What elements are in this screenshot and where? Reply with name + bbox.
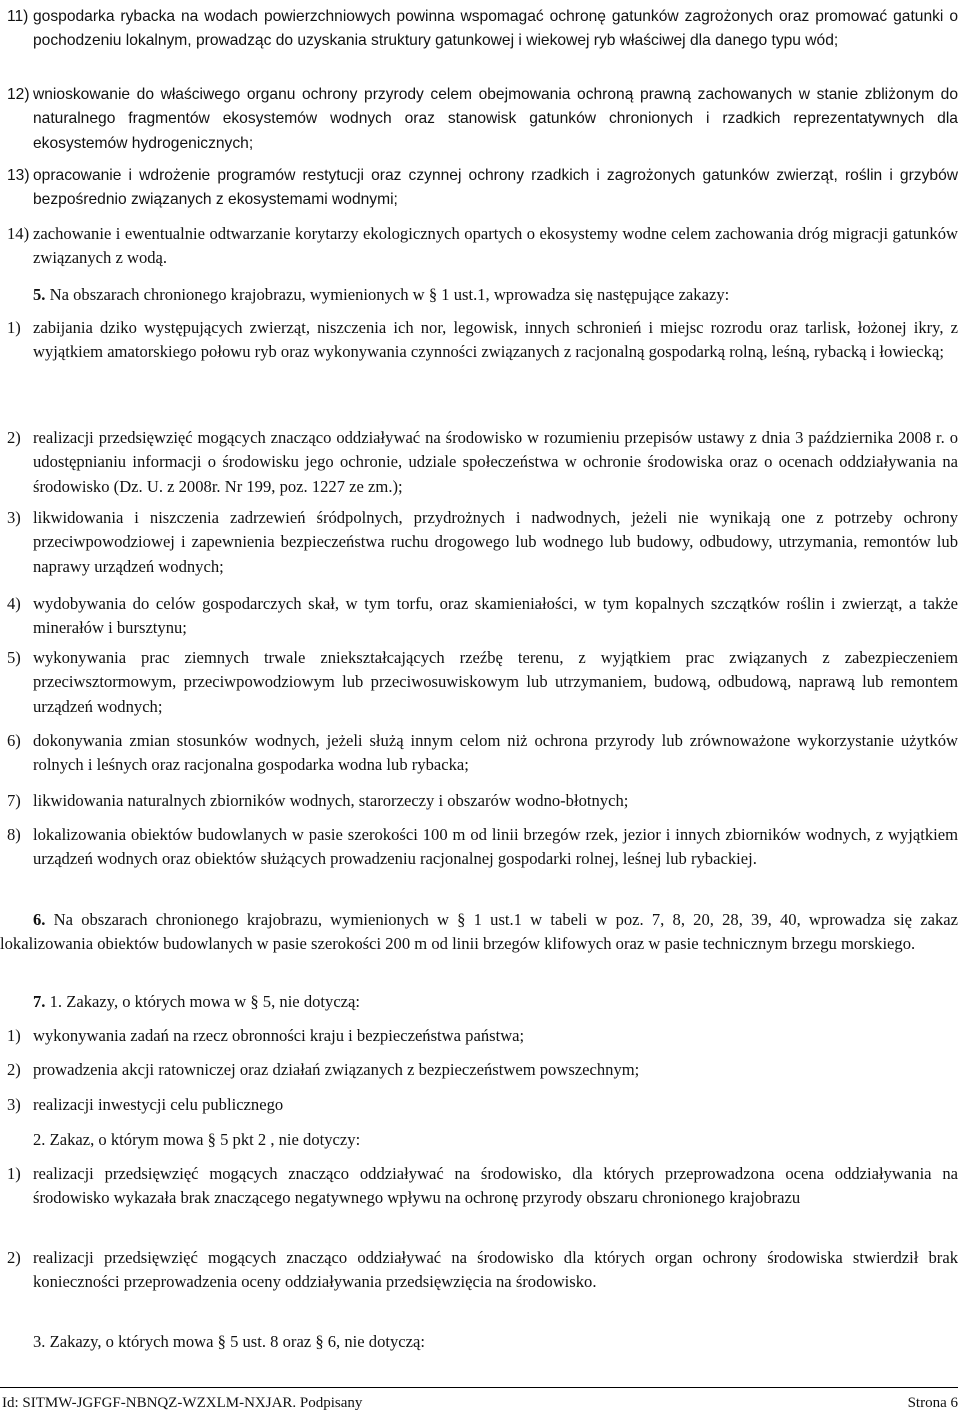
item-number: 1) bbox=[7, 318, 21, 337]
item-number: 4) bbox=[7, 594, 21, 613]
section-text: Na obszarach chronionego krajobrazu, wymienionych w § 1 ust.1, wprowadza się następujące zakazy: bbox=[45, 285, 730, 304]
item-number: 7) bbox=[7, 791, 21, 810]
item-text: realizacji przedsięwzięć mogących znacząco oddziaływać na środowisko dla których organ ochrony środowiska stwierdził brak konieczności przeprowadzenia oceny oddziaływania przedsięwzięcia na środowisko. bbox=[33, 1248, 958, 1292]
item-text: opracowanie i wdrożenie programów restytucji oraz czynnej ochrony rzadkich i zagrożonych gatunków zwierząt, roślin i grzybów bezpośrednio związanych z ekosystemami wodnymi; bbox=[33, 167, 958, 209]
list-item bbox=[0, 316, 958, 365]
item-text: realizacji przedsięwzięć mogących znacząco oddziaływać na środowisko w rozumieniu przepisów ustawy z dnia 3 października 2008 r. o udostępnianiu informacji o środowisku jego ochronie, udziale społeczeństwa w ochronie środowiska oraz o ocenach oddziaływania na środowisko (Dz. U. z 2008r. Nr 199, poz. 1227 ze zm.); bbox=[33, 428, 958, 496]
list-item bbox=[0, 1162, 958, 1211]
list-item bbox=[0, 1024, 958, 1048]
list-item bbox=[0, 823, 958, 872]
item-text: wykonywania zadań na rzecz obronności kraju i bezpieczeństwa państwa; bbox=[33, 1026, 525, 1045]
list-item bbox=[0, 592, 958, 641]
item-number: 3) bbox=[7, 1095, 21, 1114]
item-text: lokalizowania obiektów budowlanych w pasie szerokości 100 m od linii brzegów rzek, jezior i innych zbiorników wodnych, z wyjątkiem urządzeń wodnych oraz obiektów służących prowadzeniu racjonalnej gospodarki rolnej, leśnej lub rybackiej. bbox=[33, 825, 958, 869]
item-text: wykonywania prac ziemnych trwale zniekształcających rzeźbę terenu, z wyjątkiem prac związanych z zabezpieczeniem przeciwsztormowym, przeciwpowodziowym lub przeciwosuwiskowym lub utrzymaniem, budową, odbudową, naprawą lub remontem urządzeń wodnych; bbox=[33, 648, 958, 716]
list-item bbox=[0, 1058, 958, 1082]
document-id: Id: SITMW-JGFGF-NBNQZ-WZXLM-NXJAR. Podpisany bbox=[2, 1395, 363, 1411]
list-item bbox=[0, 1093, 958, 1117]
item-number: 1) bbox=[7, 1026, 21, 1045]
list-item bbox=[0, 789, 958, 813]
item-text: dokonywania zmian stosunków wodnych, jeżeli służą innym celom niż ochrona przyrody lub zrównoważone wykorzystanie użytków rolnych i leśnych oraz racjonalna gospodarka wodna lub rybacka; bbox=[33, 731, 958, 775]
item-text: wnioskowanie do właściwego organu ochrony przyrody celem obejmowania ochroną prawną zachowanych w stanie zbliżonym do naturalnego fragmentów ekosystemów wodnych oraz stanowisk gatunków chronionych i rzadkich reprezentatywnych dla ekosystemów hydrogenicznych; bbox=[33, 86, 958, 152]
item-number: 1) bbox=[7, 1164, 21, 1183]
item-text: realizacji przedsięwzięć mogących znacząco oddziaływać na środowisko, dla których przeprowadzona ocena oddziaływania na środowisko wykazała brak znaczącego negatywnego wpływu na ochronę przyrody obszaru chronionego krajobrazu bbox=[33, 1164, 958, 1208]
list-item bbox=[0, 426, 958, 499]
item-number: 3) bbox=[7, 508, 21, 527]
item-number: 12) bbox=[7, 86, 30, 103]
section-text: 1. Zakazy, o których mowa w § 5, nie dotyczą: bbox=[45, 992, 361, 1011]
list-item bbox=[0, 164, 958, 213]
item-text: zachowanie i ewentualnie odtwarzanie korytarzy ekologicznych opartych o ekosystemy wodne celem zachowania dróg migracji gatunków związanych z wodą. bbox=[33, 224, 958, 268]
item-text: likwidowania i niszczenia zadrzewień śródpolnych, przydrożnych i nadwodnych, jeżeli nie wynikają one z potrzeby ochrony przeciwpowodziowej i zapewnienia bezpieczeństwa ruchu drogowego lub wodnego lub budowy, odbudowy, utrzymania, remontów lub naprawy urządzeń wodnych; bbox=[33, 508, 958, 576]
list-item bbox=[0, 729, 958, 778]
item-text: prowadzenia akcji ratowniczej oraz działań związanych z bezpieczeństwem powszechnym; bbox=[33, 1060, 640, 1079]
item-number: 14) bbox=[7, 224, 30, 243]
item-text: zabijania dziko występujących zwierząt, niszczenia ich nor, legowisk, innych schronień i miejsc rozrodu oraz tarlisk, łożonej ikry, z wyjątkiem amatorskiego połowu ryb oraz wykonywania czynności związanych z racjonalną gospodarką rolną, leśną, rybacką i łowiecką; bbox=[33, 318, 958, 362]
list-item bbox=[0, 222, 958, 271]
item-text: likwidowania naturalnych zbiorników wodnych, starorzeczy i obszarów wodno-błotnych; bbox=[33, 791, 629, 810]
item-number: 8) bbox=[7, 825, 21, 844]
page-number: Strona 6 bbox=[907, 1395, 958, 1411]
item-number: 5) bbox=[7, 648, 21, 667]
item-text: wydobywania do celów gospodarczych skał, w tym torfu, oraz skamieniałości, w tym kopalnych szczątków roślin i zwierząt, a także minerałów i bursztynu; bbox=[33, 594, 958, 638]
item-number: 2) bbox=[7, 1248, 21, 1267]
item-text: gospodarka rybacka na wodach powierzchniowych powinna wspomagać ochronę gatunków zagrożonych oraz promować gatunki o pochodzeniu lokalnym, prowadząc do uzyskania struktury gatunkowej i wiekowej ryb właściwej dla danego typu wód; bbox=[33, 8, 958, 50]
section-text: Na obszarach chronionego krajobrazu, wymienionych w § 1 ust.1 w tabeli w poz. 7, 8, 20, 28, 39, 40, wprowadza się zakaz lokalizowania obiektów budowlanych w pasie szerokości 200 m od linii brzegów klifowych oraz w pasie technicznym brzegu morskiego. bbox=[0, 910, 958, 954]
section-number: 6. bbox=[33, 910, 46, 929]
section-6-paragraph bbox=[0, 908, 958, 957]
section-5-intro bbox=[0, 283, 958, 307]
item-number: 2) bbox=[7, 1060, 21, 1079]
list-item bbox=[0, 1246, 958, 1295]
item-number: 13) bbox=[7, 167, 30, 184]
list-item bbox=[0, 83, 958, 156]
item-number: 2) bbox=[7, 428, 21, 447]
section-number: 7. bbox=[33, 992, 46, 1011]
list-item bbox=[0, 5, 958, 54]
item-number: 11) bbox=[7, 8, 29, 25]
section-7-paragraph-3: 3. Zakazy, o których mowa § 5 ust. 8 oraz § 6, nie dotyczą: bbox=[33, 1332, 425, 1351]
page-footer bbox=[0, 1387, 958, 1411]
item-text: realizacji inwestycji celu publicznego bbox=[33, 1095, 284, 1114]
item-number: 6) bbox=[7, 731, 21, 750]
section-7-intro bbox=[0, 990, 958, 1014]
section-number: 5. bbox=[33, 285, 46, 304]
section-7-paragraph-2: 2. Zakaz, o którym mowa § 5 pkt 2 , nie dotyczy: bbox=[33, 1130, 361, 1149]
list-item bbox=[0, 646, 958, 719]
list-item bbox=[0, 506, 958, 579]
